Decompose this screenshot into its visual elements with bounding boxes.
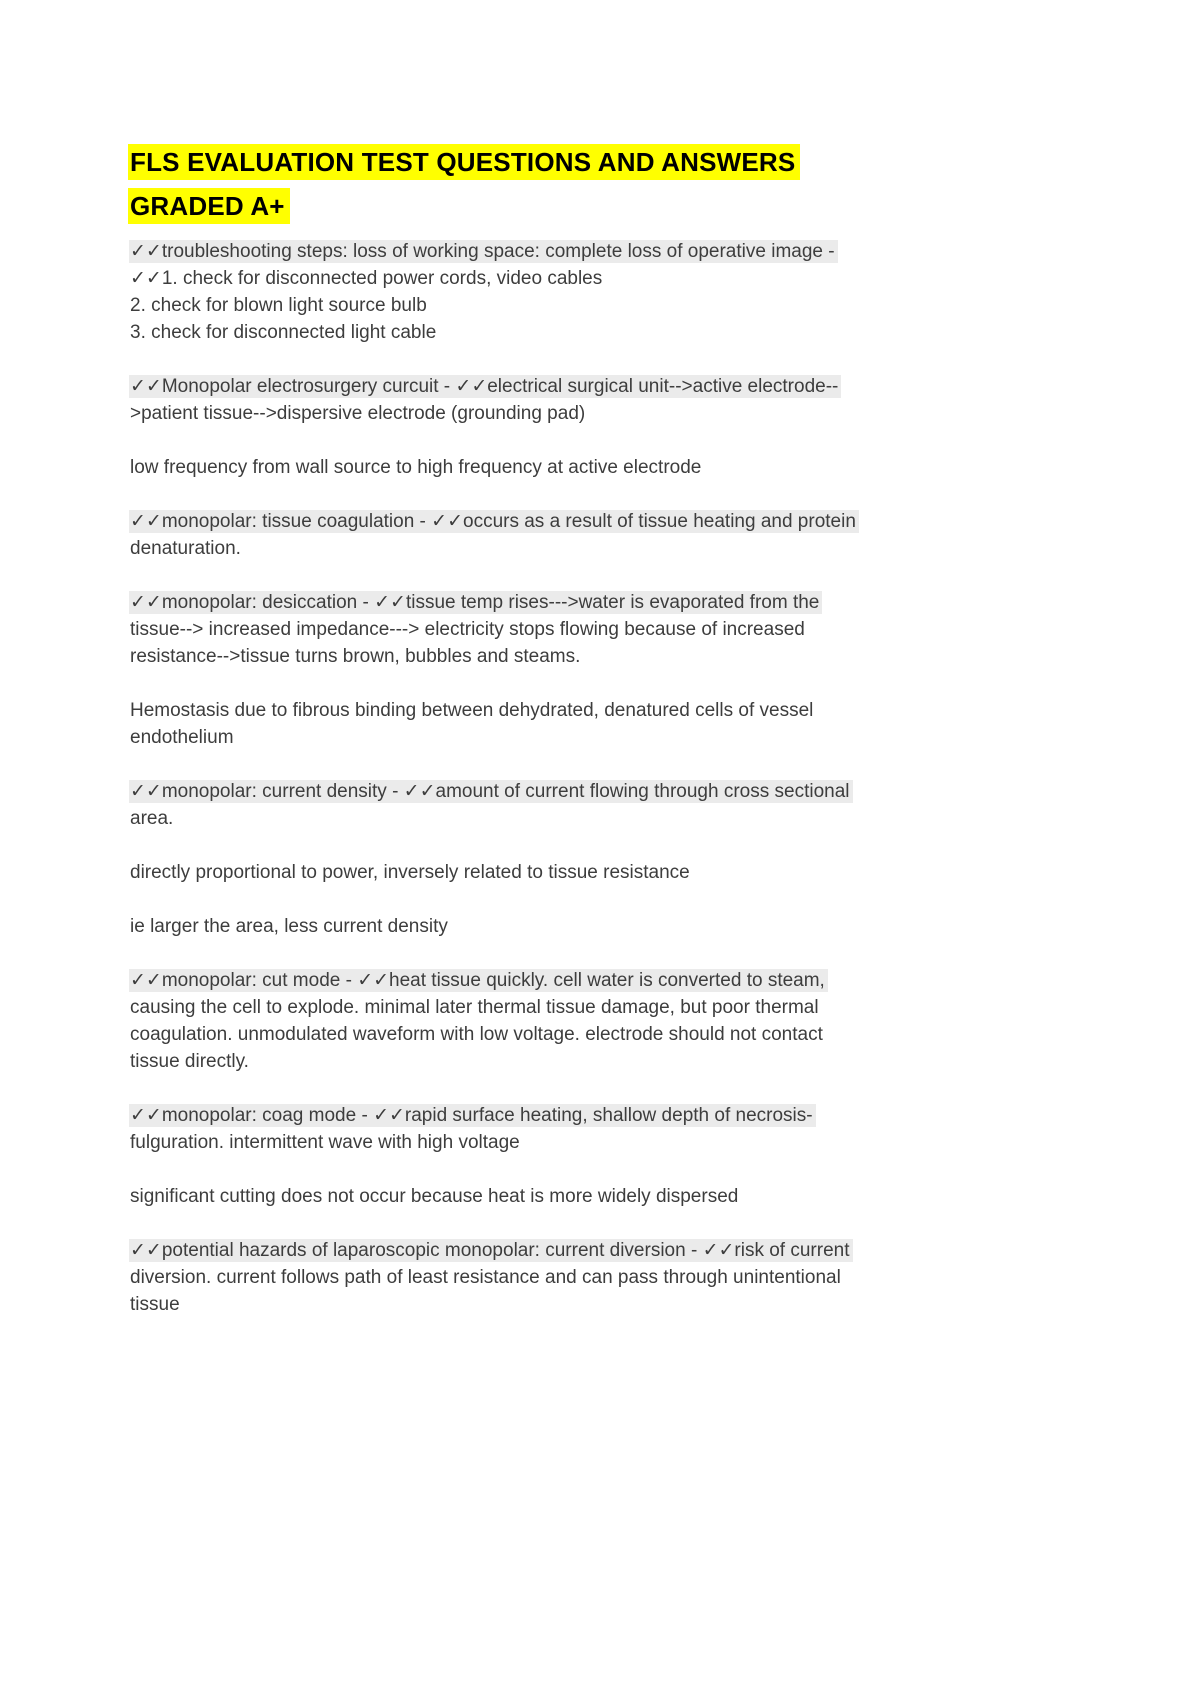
question-highlighted-line: ✓✓Monopolar electrosurgery curcuit - ✓✓electrical surgical unit-->active electrode-- — [129, 375, 841, 398]
answer-text-line: Hemostasis due to fibrous binding between dehydrated, denatured cells of vessel — [130, 700, 814, 721]
title-line-1: FLS EVALUATION TEST QUESTIONS AND ANSWERS — [128, 144, 800, 180]
document-title — [130, 140, 970, 228]
qa-paragraph — [130, 508, 970, 562]
qa-paragraph — [130, 454, 970, 481]
answer-text-line: ✓✓1. check for disconnected power cords, video cables — [130, 268, 603, 289]
question-highlighted-line: ✓✓monopolar: cut mode - ✓✓heat tissue quickly. cell water is converted to steam, — [129, 969, 828, 992]
answer-text-line: low frequency from wall source to high frequency at active electrode — [130, 457, 702, 478]
title-line-2: GRADED A+ — [128, 188, 290, 224]
question-highlighted-line: ✓✓monopolar: coag mode - ✓✓rapid surface heating, shallow depth of necrosis- — [129, 1104, 816, 1127]
qa-paragraph — [130, 238, 970, 346]
answer-text-line: area. — [130, 808, 174, 829]
qa-paragraph — [130, 589, 970, 670]
answer-text-line: causing the cell to explode. minimal later thermal tissue damage, but poor thermal — [130, 997, 819, 1018]
qa-paragraph — [130, 1237, 970, 1318]
question-highlighted-line: ✓✓troubleshooting steps: loss of working space: complete loss of operative image - — [129, 240, 838, 263]
answer-text-line: >patient tissue-->dispersive electrode (grounding pad) — [130, 403, 586, 424]
question-highlighted-line: ✓✓potential hazards of laparoscopic monopolar: current diversion - ✓✓risk of current — [129, 1239, 853, 1262]
answer-text-line: endothelium — [130, 727, 234, 748]
answer-text-line: significant cutting does not occur because heat is more widely dispersed — [130, 1186, 739, 1207]
qa-paragraph — [130, 778, 970, 832]
answer-text-line: resistance-->tissue turns brown, bubbles and steams. — [130, 646, 581, 667]
qa-paragraph — [130, 1102, 970, 1156]
answer-text-line: diversion. current follows path of least resistance and can pass through unintentional — [130, 1267, 841, 1288]
qa-paragraph — [130, 859, 970, 886]
question-highlighted-line: ✓✓monopolar: tissue coagulation - ✓✓occurs as a result of tissue heating and protein — [129, 510, 859, 533]
answer-text-line: 2. check for blown light source bulb — [130, 295, 427, 316]
qa-paragraph — [130, 697, 970, 751]
answer-text-line: fulguration. intermittent wave with high voltage — [130, 1132, 520, 1153]
answer-text-line: directly proportional to power, inversely related to tissue resistance — [130, 862, 690, 883]
document-content — [130, 238, 970, 1318]
question-highlighted-line: ✓✓monopolar: desiccation - ✓✓tissue temp rises--->water is evaporated from the — [129, 591, 822, 614]
answer-text-line: tissue--> increased impedance---> electricity stops flowing because of increased — [130, 619, 805, 640]
question-highlighted-line: ✓✓monopolar: current density - ✓✓amount of current flowing through cross sectional — [129, 780, 853, 803]
answer-text-line: tissue — [130, 1294, 180, 1315]
answer-text-line: ie larger the area, less current density — [130, 916, 448, 937]
qa-paragraph — [130, 967, 970, 1075]
answer-text-line: denaturation. — [130, 538, 241, 559]
qa-paragraph — [130, 373, 970, 427]
qa-paragraph — [130, 1183, 970, 1210]
answer-text-line: 3. check for disconnected light cable — [130, 322, 437, 343]
qa-paragraph — [130, 913, 970, 940]
answer-text-line: tissue directly. — [130, 1051, 249, 1072]
answer-text-line: coagulation. unmodulated waveform with low voltage. electrode should not contact — [130, 1024, 823, 1045]
